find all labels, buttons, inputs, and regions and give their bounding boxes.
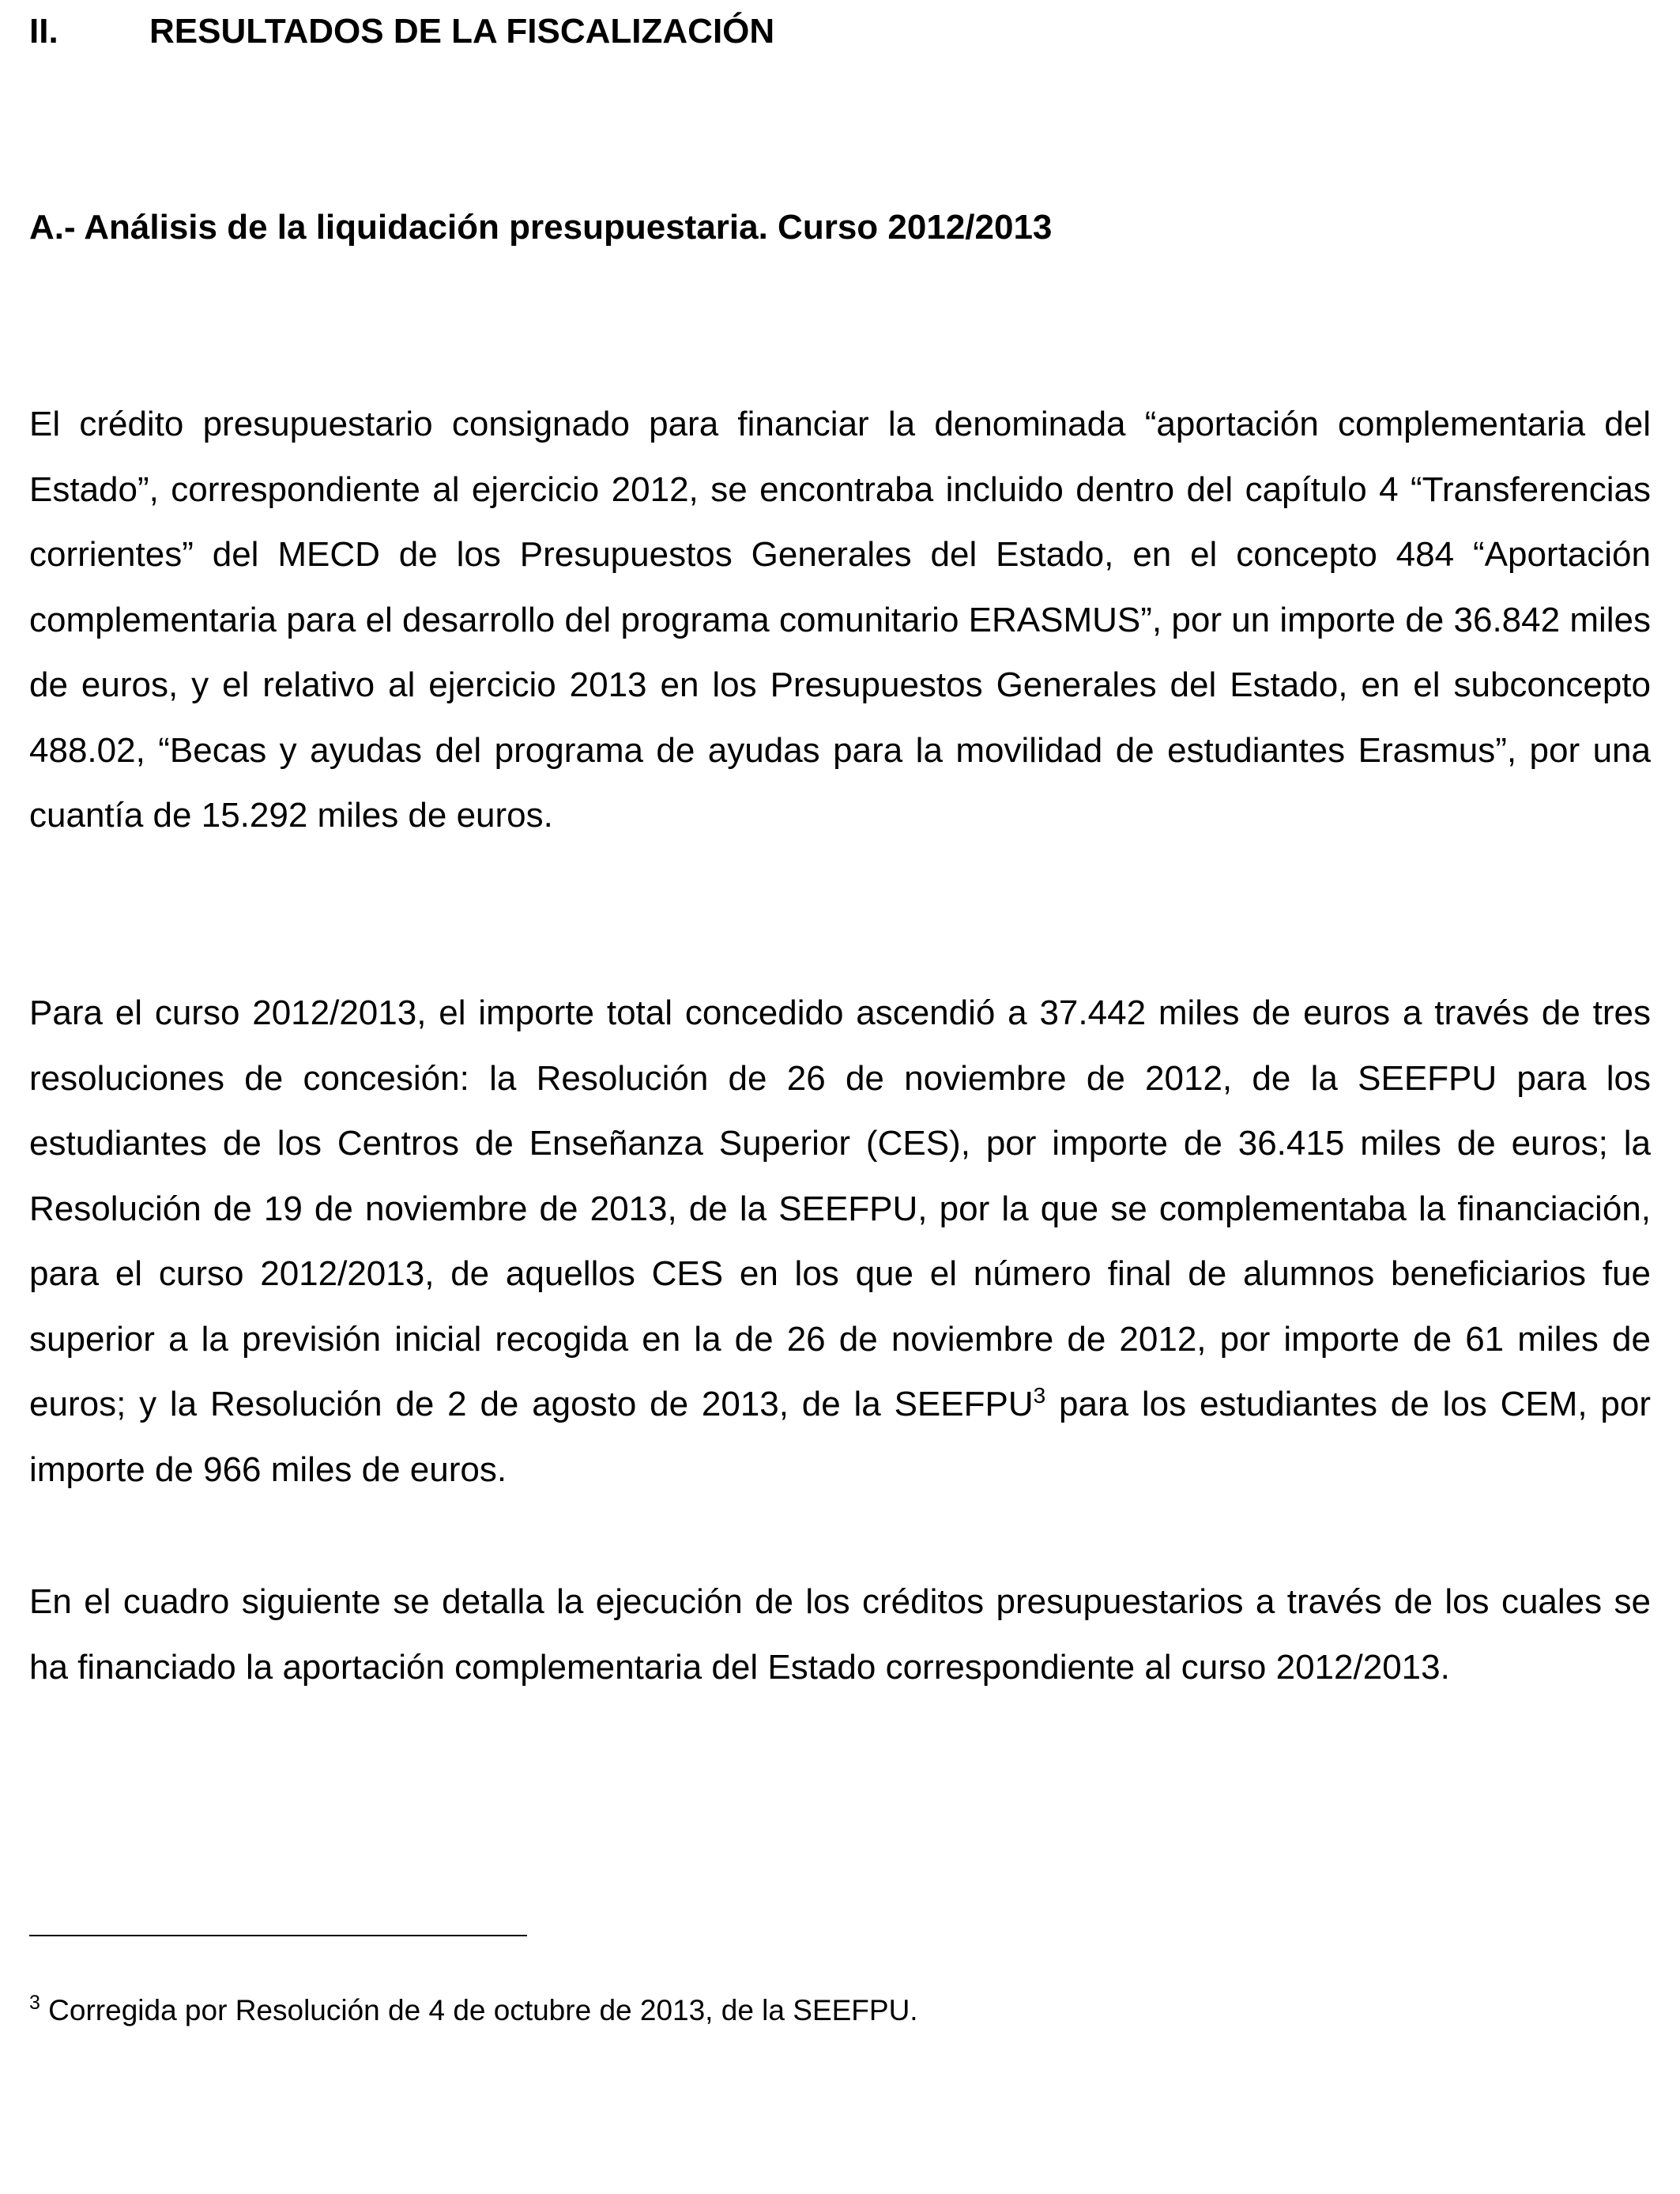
paragraph-text: para los estudiantes de los CEM, por importe de 966 miles de euros. — [29, 1385, 1652, 1489]
paragraph-total-granted — [29, 981, 1651, 1502]
section-heading — [29, 11, 774, 52]
footnote-text: Corregida por Resolución de 4 de octubre de 2013, de la SEEFPU. — [40, 1994, 918, 2026]
paragraph-text: Para el curso 2012/2013, el importe total concedido ascendió a 37.442 miles de euros a través de tres resoluciones de concesión: la Resolución de 26 de noviembre de 2012, de la SEEFPU para los estudiantes de los Centros de Enseñanza Superior (CES), por importe de 36.415 miles de euros; la Resolución de 19 de noviembre de 2013, de la SEEFPU, por la que se complementaba la financiación, para el curso 2012/2013, de aquellos CES en los que el número final de alumnos beneficiarios fue superior a la previsión inicial recogida en la de 26 de noviembre de 2012, por importe de 61 miles de euros; y la Resolución de 2 de agosto de 2013, de la SEEFPU — [29, 993, 1651, 1423]
document-page — [29, 0, 1651, 2194]
footnote — [29, 1992, 918, 2030]
footnote-reference[interactable]: 3 — [1033, 1383, 1046, 1408]
footnote-number: 3 — [29, 1992, 40, 2014]
paragraph-table-intro: En el cuadro siguiente se detalla la ejecución de los créditos presupuestarios a través de los cuales se ha financiado la aportación complementaria del Estado correspondiente al curso 2012/2013. — [29, 1582, 1651, 1687]
footnote-separator — [29, 1935, 527, 1936]
subsection-heading: A.- Análisis de la liquidación presupuestaria. Curso 2012/2013 — [29, 208, 1053, 247]
section-number: II. — [29, 12, 58, 51]
paragraph-credit-allocation: El crédito presupuestario consignado para financiar la denominada “aportación complementaria del Estado”, correspondiente al ejercicio 2012, se encontraba incluido dentro del capítulo 4 “Transferencias corrientes” del MECD de los Presupuestos Generales del Estado, en el concepto 484 “Aportación complementaria para el desarrollo del programa comunitario ERASMUS”, por un importe de 36.842 miles de euros, y el relativo al ejercicio 2013 en los Presupuestos Generales del Estado, en el subconcepto 488.02, “Becas y ayudas del programa de ayudas para la movilidad de estudiantes Erasmus”, por una cuantía de 15.292 miles de euros. — [29, 405, 1651, 835]
section-title: RESULTADOS DE LA FISCALIZACIÓN — [149, 12, 775, 51]
